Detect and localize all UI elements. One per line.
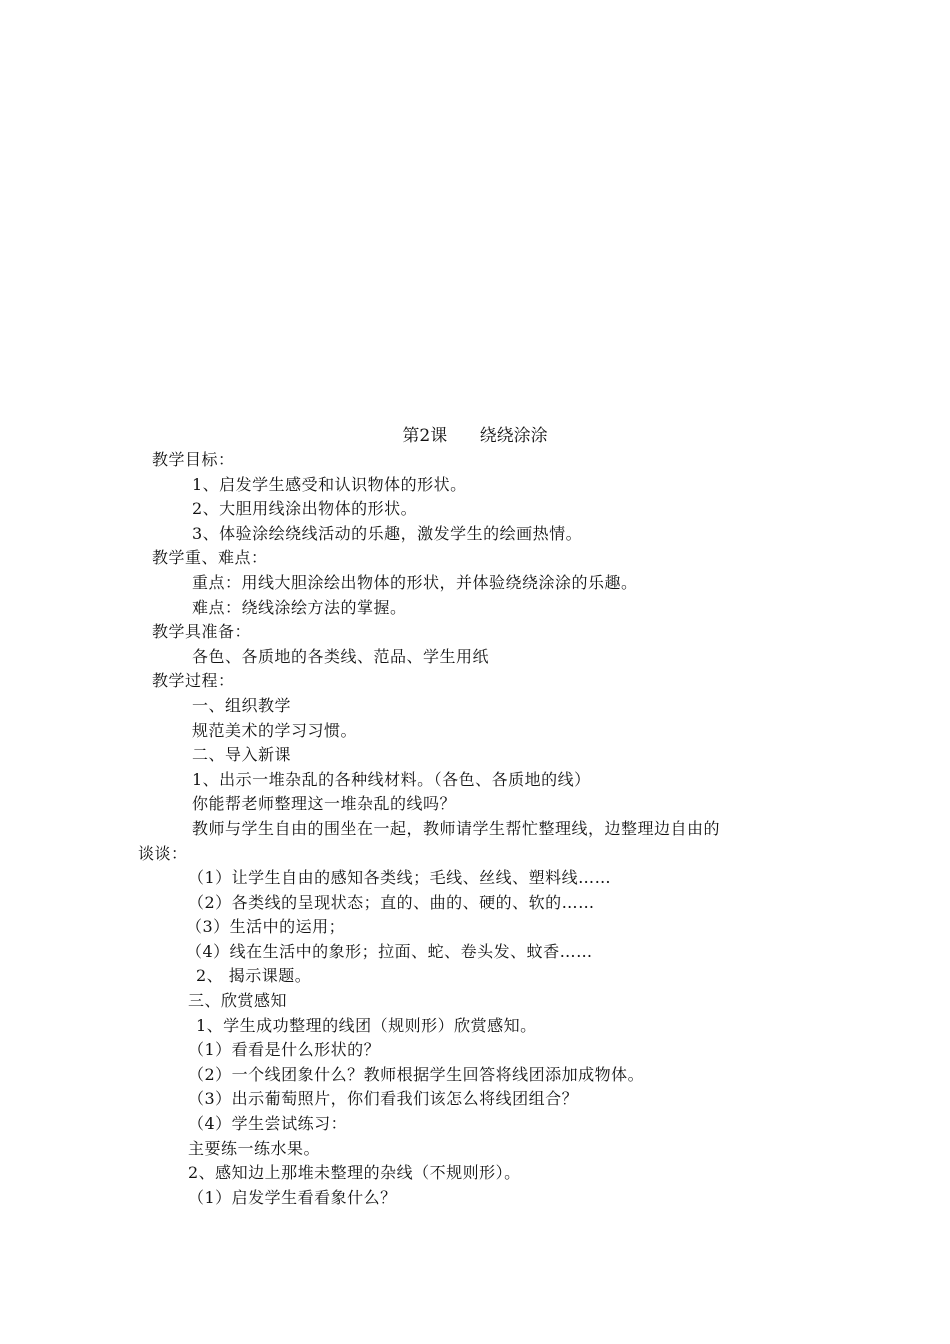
- process-paragraph: 1、学生成功整理的线团（规则形）欣赏感知。: [196, 1015, 537, 1035]
- process-paragraph: 教师与学生自由的围坐在一起，教师请学生帮忙整理线，边整理边自由的: [192, 818, 721, 838]
- process-paragraph: 你能帮老师整理这一堆杂乱的线吗？: [192, 794, 457, 814]
- process-sub-item: （3）出示葡萄照片，你们看我们该怎么将线团组合？: [188, 1089, 579, 1109]
- key-point-item: 重点：用线大胆涂绘出物体的形状，并体验绕绕涂涂的乐趣。: [192, 572, 638, 592]
- process-sub-item: （4）线在生活中的象形；拉面、蛇、卷头发、蚊香……: [186, 941, 593, 961]
- lesson-title: 第2课 绕绕涂涂: [402, 426, 548, 446]
- process-sub-item: （4）学生尝试练习：: [188, 1114, 348, 1134]
- difficulty-item: 难点：绕线涂绘方法的掌握。: [192, 597, 407, 617]
- process-sub-item: （3）生活中的运用；: [186, 917, 346, 937]
- section-heading-objectives: 教学目标：: [152, 450, 235, 469]
- objective-item: 2、大胆用线涂出物体的形状。: [192, 499, 418, 519]
- process-step-heading: 三、欣赏感知: [188, 991, 288, 1011]
- process-paragraph-wrap: 谈谈：: [138, 843, 188, 863]
- process-paragraph: 主要练一练水果。: [188, 1138, 321, 1158]
- process-paragraph: 1、出示一堆杂乱的各种线材料。（各色、各质地的线）: [192, 769, 591, 789]
- process-paragraph: 2、感知边上那堆未整理的杂线（不规则形）。: [188, 1163, 521, 1183]
- process-sub-item: （1）看看是什么形状的？: [188, 1040, 381, 1060]
- process-sub-item: （2）各类线的呈现状态；直的、曲的、硬的、软的……: [188, 892, 595, 912]
- section-heading-process: 教学过程：: [152, 671, 235, 691]
- objective-item: 3、体验涂绘绕线活动的乐趣，激发学生的绘画热情。: [192, 523, 583, 543]
- section-heading-materials: 教学具准备：: [152, 622, 252, 642]
- process-sub-item: （1）让学生自由的感知各类线；毛线、丝线、塑料线……: [188, 868, 612, 888]
- process-sub-item: （2）一个线团象什么？教师根据学生回答将线团添加成物体。: [188, 1064, 645, 1084]
- lesson-body: [0, 448, 950, 1210]
- process-sub-item: （1）启发学生看看象什么？: [188, 1187, 397, 1207]
- section-heading-key-points: 教学重、难点：: [152, 548, 268, 568]
- process-step-heading: 一、组织教学: [192, 695, 292, 715]
- process-paragraph: 2、 揭示课题。: [196, 966, 312, 986]
- objective-item: 1、启发学生感受和认识物体的形状。: [192, 474, 467, 494]
- materials-item: 各色、各质地的各类线、范品、学生用纸: [192, 646, 490, 666]
- process-paragraph: 规范美术的学习习惯。: [192, 720, 358, 740]
- process-step-heading: 二、导入新课: [192, 745, 292, 765]
